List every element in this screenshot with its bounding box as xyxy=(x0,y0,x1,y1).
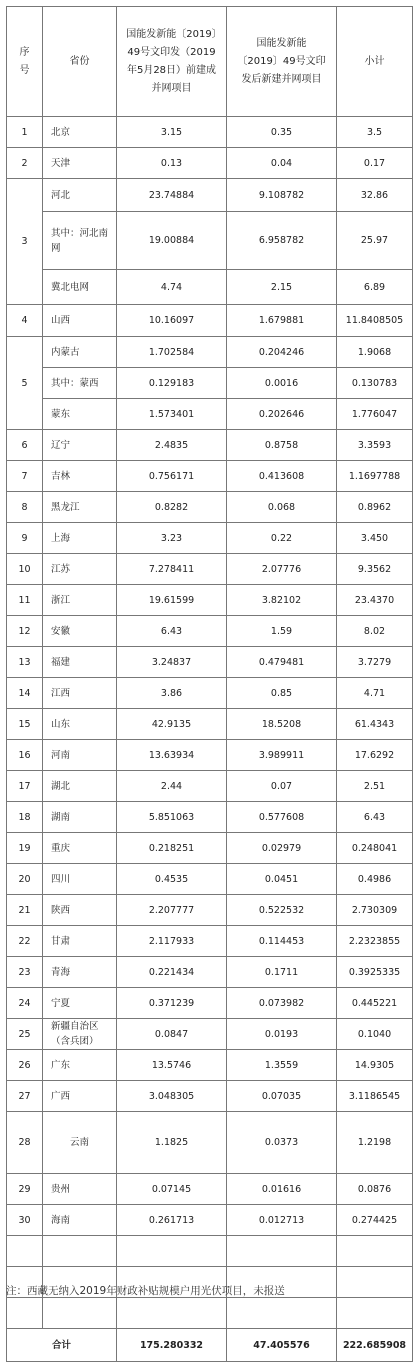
row-col-a: 0.8282 xyxy=(117,492,227,523)
table-row xyxy=(7,148,413,179)
row-subtotal: 1.776047 xyxy=(337,399,413,430)
row-province: 青海 xyxy=(43,957,117,988)
table-row xyxy=(7,179,413,212)
row-col-a: 6.43 xyxy=(117,616,227,647)
row-subtotal: 0.445221 xyxy=(337,988,413,1019)
row-col-a: 13.5746 xyxy=(117,1050,227,1081)
row-idx: 1 xyxy=(7,117,43,148)
row-col-a: 1.573401 xyxy=(117,399,227,430)
row-idx: 12 xyxy=(7,616,43,647)
table-row xyxy=(7,399,413,430)
row-col-b: 0.85 xyxy=(227,678,337,709)
row-col-a: 19.61599 xyxy=(117,585,227,616)
row-col-b xyxy=(227,1298,337,1329)
row-idx xyxy=(7,1298,43,1329)
row-province: 甘肃 xyxy=(43,926,117,957)
row-idx: 19 xyxy=(7,833,43,864)
header-col-a: 国能发新能〔2019〕49号文印发（2019年5月28日）前建成并网项目 xyxy=(117,7,227,117)
table-row xyxy=(7,957,413,988)
row-subtotal: 3.450 xyxy=(337,523,413,554)
row-province: 新疆自治区（含兵团） xyxy=(43,1019,117,1050)
table-row xyxy=(7,305,413,337)
table-row xyxy=(7,212,413,270)
table-row xyxy=(7,1019,413,1050)
row-subtotal: 0.3925335 xyxy=(337,957,413,988)
row-province: 冀北电网 xyxy=(43,270,117,305)
header-subtotal: 小计 xyxy=(337,7,413,117)
row-col-a: 42.9135 xyxy=(117,709,227,740)
row-idx: 23 xyxy=(7,957,43,988)
row-province: 山西 xyxy=(43,305,117,337)
row-province: 天津 xyxy=(43,148,117,179)
row-subtotal xyxy=(337,1267,413,1298)
row-col-a: 0.13 xyxy=(117,148,227,179)
row-province xyxy=(43,1298,117,1329)
row-idx: 2 xyxy=(7,148,43,179)
table-row xyxy=(7,709,413,740)
row-col-b: 3.989911 xyxy=(227,740,337,771)
row-province: 辽宁 xyxy=(43,430,117,461)
header-col-b: 国能发新能〔2019〕49号文印发后新建并网项目 xyxy=(227,7,337,117)
row-idx: 9 xyxy=(7,523,43,554)
row-subtotal: 0.0876 xyxy=(337,1174,413,1205)
row-idx: 6 xyxy=(7,430,43,461)
row-idx: 10 xyxy=(7,554,43,585)
row-idx: 18 xyxy=(7,802,43,833)
row-idx: 21 xyxy=(7,895,43,926)
row-col-b: 1.3559 xyxy=(227,1050,337,1081)
footnote: 注：西藏无纳入2019年财政补贴规模户用光伏项目，未报送 xyxy=(6,1285,285,1297)
row-idx: 16 xyxy=(7,740,43,771)
row-col-a: 0.756171 xyxy=(117,461,227,492)
row-province: 宁夏 xyxy=(43,988,117,1019)
row-subtotal: 0.17 xyxy=(337,148,413,179)
row-col-a: 5.851063 xyxy=(117,802,227,833)
table-row xyxy=(7,430,413,461)
row-province: 其中：河北南网 xyxy=(43,212,117,270)
row-idx: 28 xyxy=(7,1112,43,1174)
row-col-b: 0.0193 xyxy=(227,1019,337,1050)
table-row xyxy=(7,492,413,523)
table-row xyxy=(7,1236,413,1267)
row-col-b: 0.068 xyxy=(227,492,337,523)
total-row xyxy=(7,1329,413,1362)
row-subtotal: 2.730309 xyxy=(337,895,413,926)
row-subtotal: 25.97 xyxy=(337,212,413,270)
row-province: 四川 xyxy=(43,864,117,895)
row-col-b: 0.1711 xyxy=(227,957,337,988)
table-row xyxy=(7,678,413,709)
row-subtotal: 11.8408505 xyxy=(337,305,413,337)
row-subtotal: 3.7279 xyxy=(337,647,413,678)
row-province: 其中：蒙西 xyxy=(43,368,117,399)
row-col-b: 0.02979 xyxy=(227,833,337,864)
row-subtotal: 6.43 xyxy=(337,802,413,833)
row-subtotal: 0.130783 xyxy=(337,368,413,399)
row-idx xyxy=(7,1236,43,1267)
row-col-a: 3.23 xyxy=(117,523,227,554)
row-col-a: 0.221434 xyxy=(117,957,227,988)
row-idx: 25 xyxy=(7,1019,43,1050)
header-province: 省份 xyxy=(43,7,117,117)
row-col-a: 2.4835 xyxy=(117,430,227,461)
row-idx: 7 xyxy=(7,461,43,492)
header-idx: 序号 xyxy=(7,7,43,117)
row-col-a: 0.4535 xyxy=(117,864,227,895)
row-col-b: 0.22 xyxy=(227,523,337,554)
row-idx: 15 xyxy=(7,709,43,740)
table-row xyxy=(7,895,413,926)
row-province: 上海 xyxy=(43,523,117,554)
row-col-b: 18.5208 xyxy=(227,709,337,740)
row-col-a: 0.218251 xyxy=(117,833,227,864)
row-col-b: 3.82102 xyxy=(227,585,337,616)
table-row xyxy=(7,988,413,1019)
row-col-a: 3.24837 xyxy=(117,647,227,678)
row-subtotal: 9.3562 xyxy=(337,554,413,585)
table-row xyxy=(7,1081,413,1112)
row-idx: 4 xyxy=(7,305,43,337)
row-subtotal: 3.1186545 xyxy=(337,1081,413,1112)
row-subtotal: 14.9305 xyxy=(337,1050,413,1081)
total-label: 合计 xyxy=(7,1329,117,1362)
table-row xyxy=(7,616,413,647)
row-subtotal xyxy=(337,1236,413,1267)
total-col-a: 175.280332 xyxy=(117,1329,227,1362)
row-subtotal: 61.4343 xyxy=(337,709,413,740)
row-subtotal: 0.8962 xyxy=(337,492,413,523)
row-col-a: 0.261713 xyxy=(117,1205,227,1236)
row-col-b: 0.07035 xyxy=(227,1081,337,1112)
row-col-a: 2.207777 xyxy=(117,895,227,926)
row-col-a: 2.44 xyxy=(117,771,227,802)
row-col-a: 2.117933 xyxy=(117,926,227,957)
row-col-a: 1.702584 xyxy=(117,337,227,368)
table-row xyxy=(7,1112,413,1174)
row-idx: 13 xyxy=(7,647,43,678)
row-province: 蒙东 xyxy=(43,399,117,430)
row-col-a: 0.129183 xyxy=(117,368,227,399)
table-row xyxy=(7,270,413,305)
row-col-a: 3.15 xyxy=(117,117,227,148)
row-col-a: 0.0847 xyxy=(117,1019,227,1050)
row-col-b: 0.479481 xyxy=(227,647,337,678)
row-province: 吉林 xyxy=(43,461,117,492)
row-col-b: 6.958782 xyxy=(227,212,337,270)
row-province: 北京 xyxy=(43,117,117,148)
table-row xyxy=(7,117,413,148)
row-idx: 8 xyxy=(7,492,43,523)
table-row xyxy=(7,740,413,771)
table-row xyxy=(7,864,413,895)
row-idx: 3 xyxy=(7,179,43,305)
row-col-a: 3.86 xyxy=(117,678,227,709)
row-province: 广东 xyxy=(43,1050,117,1081)
row-col-b: 0.0373 xyxy=(227,1112,337,1174)
table-row xyxy=(7,585,413,616)
row-col-a: 19.00884 xyxy=(117,212,227,270)
row-province: 黑龙江 xyxy=(43,492,117,523)
row-col-b: 0.012713 xyxy=(227,1205,337,1236)
row-col-b: 1.679881 xyxy=(227,305,337,337)
row-subtotal: 2.51 xyxy=(337,771,413,802)
table-row xyxy=(7,771,413,802)
row-col-b: 1.59 xyxy=(227,616,337,647)
row-idx: 5 xyxy=(7,337,43,430)
row-subtotal: 17.6292 xyxy=(337,740,413,771)
row-idx: 30 xyxy=(7,1205,43,1236)
row-province xyxy=(43,1236,117,1267)
row-col-b: 0.07 xyxy=(227,771,337,802)
row-province: 山东 xyxy=(43,709,117,740)
row-col-b: 0.01616 xyxy=(227,1174,337,1205)
row-idx: 17 xyxy=(7,771,43,802)
row-subtotal: 0.248041 xyxy=(337,833,413,864)
table-row xyxy=(7,523,413,554)
row-province: 江苏 xyxy=(43,554,117,585)
row-col-b xyxy=(227,1236,337,1267)
row-province: 贵州 xyxy=(43,1174,117,1205)
table-row xyxy=(7,1174,413,1205)
row-col-b: 0.0016 xyxy=(227,368,337,399)
row-subtotal: 6.89 xyxy=(337,270,413,305)
table-row xyxy=(7,461,413,492)
row-province: 陕西 xyxy=(43,895,117,926)
row-subtotal: 0.4986 xyxy=(337,864,413,895)
table-row xyxy=(7,1298,413,1329)
table-row xyxy=(7,337,413,368)
row-col-a xyxy=(117,1236,227,1267)
row-col-b: 0.04 xyxy=(227,148,337,179)
header-row xyxy=(7,7,413,117)
row-col-b: 2.07776 xyxy=(227,554,337,585)
row-col-a: 3.048305 xyxy=(117,1081,227,1112)
row-col-b: 0.8758 xyxy=(227,430,337,461)
row-idx: 14 xyxy=(7,678,43,709)
row-col-b: 0.202646 xyxy=(227,399,337,430)
subsidy-table xyxy=(6,6,413,1362)
table-row xyxy=(7,647,413,678)
row-province: 内蒙古 xyxy=(43,337,117,368)
row-idx: 20 xyxy=(7,864,43,895)
row-col-a: 0.07145 xyxy=(117,1174,227,1205)
row-subtotal: 8.02 xyxy=(337,616,413,647)
row-idx: 26 xyxy=(7,1050,43,1081)
table-row xyxy=(7,1205,413,1236)
row-col-a: 0.371239 xyxy=(117,988,227,1019)
row-subtotal: 23.4370 xyxy=(337,585,413,616)
row-subtotal: 3.5 xyxy=(337,117,413,148)
table-row xyxy=(7,1050,413,1081)
row-province: 湖北 xyxy=(43,771,117,802)
row-idx: 29 xyxy=(7,1174,43,1205)
row-col-b: 0.413608 xyxy=(227,461,337,492)
total-col-b: 47.405576 xyxy=(227,1329,337,1362)
row-subtotal: 1.9068 xyxy=(337,337,413,368)
row-col-a: 7.278411 xyxy=(117,554,227,585)
row-col-b: 0.204246 xyxy=(227,337,337,368)
row-province: 福建 xyxy=(43,647,117,678)
row-col-a: 10.16097 xyxy=(117,305,227,337)
row-col-b: 0.522532 xyxy=(227,895,337,926)
row-col-a: 13.63934 xyxy=(117,740,227,771)
table-row xyxy=(7,833,413,864)
row-province: 重庆 xyxy=(43,833,117,864)
row-province: 河南 xyxy=(43,740,117,771)
row-col-b: 0.114453 xyxy=(227,926,337,957)
row-province: 湖南 xyxy=(43,802,117,833)
row-col-a xyxy=(117,1298,227,1329)
row-col-a: 4.74 xyxy=(117,270,227,305)
row-idx: 22 xyxy=(7,926,43,957)
row-province: 安徽 xyxy=(43,616,117,647)
total-subtotal: 222.685908 xyxy=(337,1329,413,1362)
row-col-a: 1.1825 xyxy=(117,1112,227,1174)
row-idx: 24 xyxy=(7,988,43,1019)
row-subtotal xyxy=(337,1298,413,1329)
row-idx: 11 xyxy=(7,585,43,616)
table-row xyxy=(7,554,413,585)
row-col-b: 0.577608 xyxy=(227,802,337,833)
row-province: 云南 xyxy=(43,1112,117,1174)
row-col-b: 9.108782 xyxy=(227,179,337,212)
row-col-b: 0.073982 xyxy=(227,988,337,1019)
row-subtotal: 4.71 xyxy=(337,678,413,709)
row-subtotal: 2.2323855 xyxy=(337,926,413,957)
row-province: 河北 xyxy=(43,179,117,212)
row-subtotal: 0.1040 xyxy=(337,1019,413,1050)
table-row xyxy=(7,368,413,399)
row-subtotal: 0.274425 xyxy=(337,1205,413,1236)
row-province: 浙江 xyxy=(43,585,117,616)
row-province: 广西 xyxy=(43,1081,117,1112)
row-col-a: 23.74884 xyxy=(117,179,227,212)
row-subtotal: 1.1697788 xyxy=(337,461,413,492)
row-subtotal: 32.86 xyxy=(337,179,413,212)
row-subtotal: 3.3593 xyxy=(337,430,413,461)
row-col-b: 0.0451 xyxy=(227,864,337,895)
row-province: 江西 xyxy=(43,678,117,709)
row-idx: 27 xyxy=(7,1081,43,1112)
table-row xyxy=(7,802,413,833)
row-col-b: 0.35 xyxy=(227,117,337,148)
table-row xyxy=(7,926,413,957)
row-col-b: 2.15 xyxy=(227,270,337,305)
row-province: 海南 xyxy=(43,1205,117,1236)
row-subtotal: 1.2198 xyxy=(337,1112,413,1174)
